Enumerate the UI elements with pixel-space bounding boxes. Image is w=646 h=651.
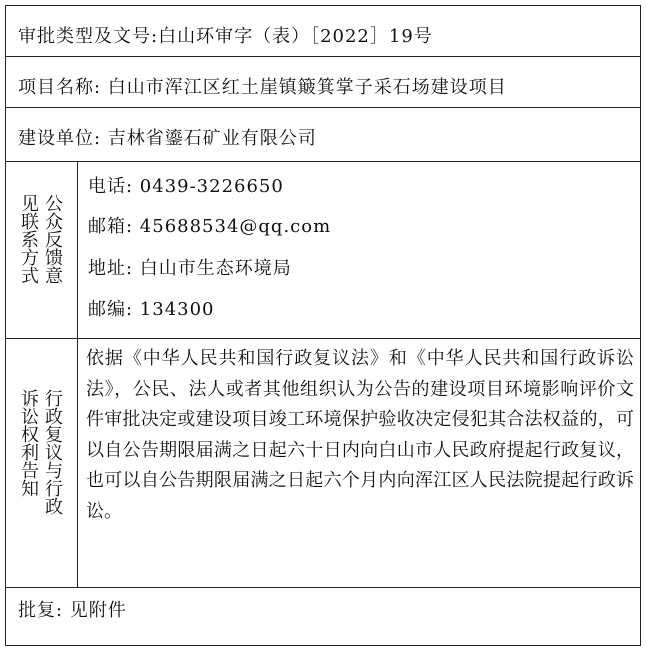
row-divider [6, 587, 640, 588]
project-name: 项目名称: 白山市浑江区红土崖镇簸箕掌子采石场建设项目 [18, 77, 507, 98]
column-divider [77, 161, 78, 587]
rights-notice-text: 依据《中华人民共和国行政复议法》和《中华人民共和国行政诉讼法》，公民、法人或者其他组织认为公告的建设项目环境影响评价文件审批决定或建设项目竣工环境保护验收决定侵犯其合法权益的，可以自公告期限届满之日起六十日内向白山市人民政府提起行政复议，也可以自公告期限届满之日起六个月内向浑江区人民法院提起行政诉讼。 [86, 348, 634, 522]
rights-label-column-1: 行政复议与行政 [42, 389, 63, 515]
approval-notice-table [5, 5, 641, 646]
feedback-label-column-2: 见联系方式 [18, 194, 39, 284]
contact-postcode: 邮编: 134300 [88, 299, 215, 320]
row-divider [6, 338, 640, 339]
feedback-label-column-1: 公众反馈意 [42, 194, 63, 284]
row-divider [6, 56, 640, 57]
approval-reply: 批复: 见附件 [18, 600, 127, 621]
construction-unit: 建设单位: 吉林省鎏石矿业有限公司 [18, 128, 317, 149]
rights-label-column-2: 诉讼权利告知 [18, 389, 39, 497]
contact-address: 地址: 白山市生态环境局 [88, 258, 292, 279]
contact-phone: 电话: 0439-3226650 [88, 176, 284, 197]
row-divider [6, 161, 640, 162]
row-divider [6, 107, 640, 108]
contact-email: 邮箱: 45688534@qq.com [88, 216, 332, 237]
approval-number: 审批类型及文号:白山环审字（表）［2022］19号 [18, 26, 433, 47]
